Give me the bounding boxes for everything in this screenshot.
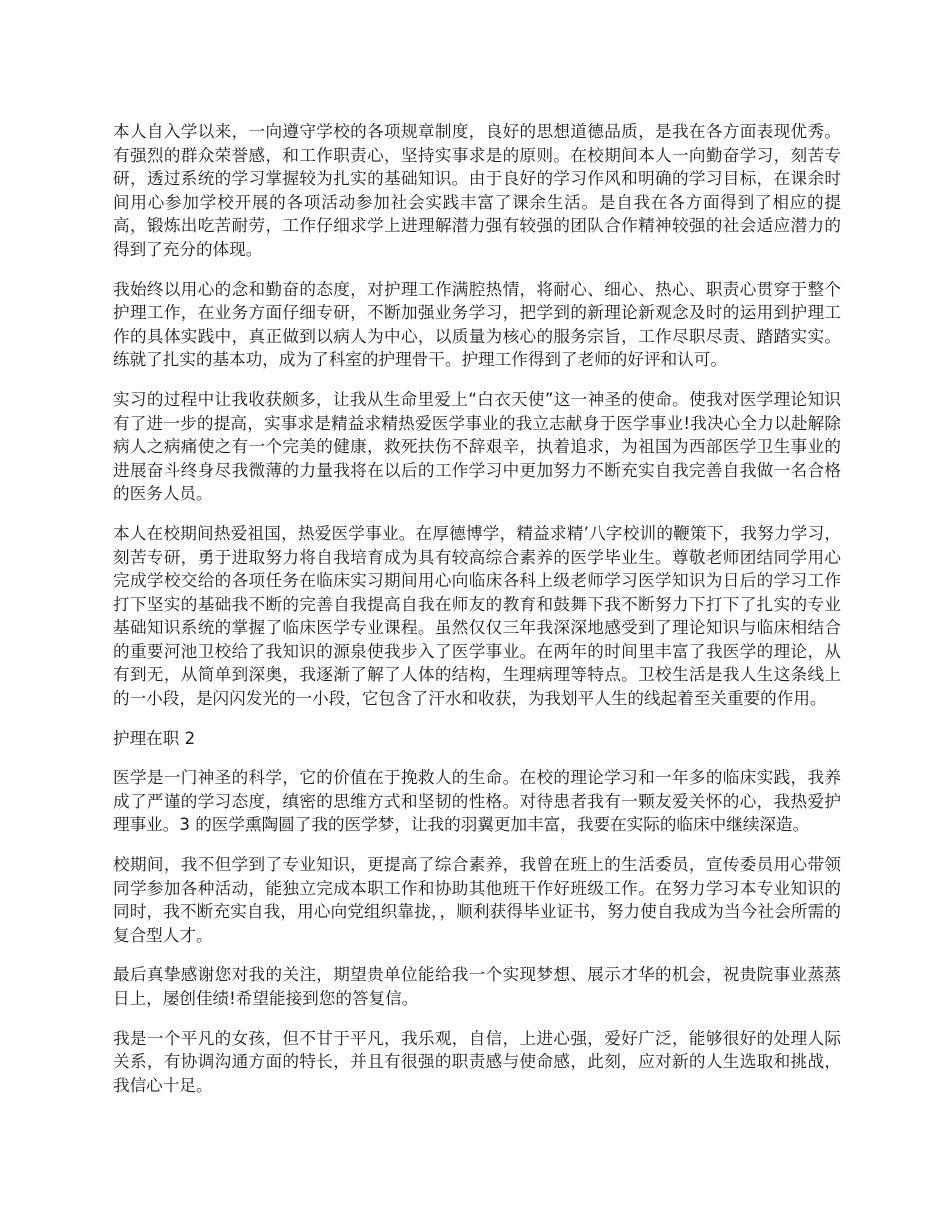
paragraph-personality: 我是一个平凡的女孩，但不甘于平凡，我乐观，自信，上进心强，爱好广泛，能够很好的处理人际关系，有协调沟通方面的特长，并且有很强的职责感与使命感，此刻，应对新的人生选取和挑战，我信心十足。 [113,1028,841,1095]
paragraph-closing-thanks: 最后真挚感谢您对我的关注，期望贵单位能给我一个实现梦想、展示才华的机会，祝贵院事业蒸蒸日上，屡创佳绩!希望能接到您的答复信。 [113,965,841,1008]
section-heading: 护理在职 2 [113,728,196,748]
paragraph-internship: 实习的过程中让我收获颇多，让我从生命里爱上“白衣天使”这一神圣的使命。使我对医学理论知识有了进一步的提高，实事求是精益求精热爱医学事业的我立志献身于医学事业!我决心全力以赴解除病人之病痛使之有一个完美的健康，救死扶伤不辞艰辛，执着追求，为祖国为西部医学卫生事业的进展奋斗终身尽我微薄的力量我将在以后的工作学习中更加努力不断充实自我完善自我做一名合格的医务人员。 [113,389,841,504]
paragraph-school-activities: 校期间，我不但学到了专业知识，更提高了综合素养，我曾在班上的生活委员，宣传委员用心带领同学参加各种活动，能独立完成本职工作和协助其他班干作好班级工作。在努力学习本专业知识的同时，我不断充实自我，用心向党组织靠拢，，顺利获得毕业证书，努力使自我成为当今社会所需的复合型人才。 [113,855,841,945]
paragraph-medicine-calling: 医学是一门神圣的科学，它的价值在于挽救人的生命。在校的理论学习和一年多的临床实践，我养成了严谨的学习态度，缜密的思维方式和坚韧的性格。对待患者我有一颗友爱关怀的心，我热爱护理事业。3 的医学熏陶圆了我的医学梦，让我的羽翼更加丰富，我要在实际的临床中继续深造。 [113,768,841,835]
paragraph-school-period: 本人在校期间热爱祖国，热爱医学事业。在厚德博学，精益求精’八字校训的鞭策下，我努力学习，刻苦专研，勇于进取努力将自我培育成为具有较高综合素养的医学毕业生。尊敬老师团结同学用心完成学校交给的各项任务在临床实习期间用心向临床各科上级老师学习医学知识为日后的学习工作打下坚实的基础我不断的完善自我提高自我在师友的教育和鼓舞下我不断努力下打下了扎实的专业基础知识系统的掌握了临床医学专业课程。虽然仅仅三年我深深地感受到了理论知识与临床相结合的重要河池卫校给了我知识的源泉使我步入了医学事业。在两年的时间里丰富了我医学的理论，从有到无，从简单到深奥，我逐渐了解了人体的结构，生理病理等特点。卫校生活是我人生这条线上的一小段，是闪闪发光的一小段，它包含了汗水和收获，为我划平人生的线起着至关重要的作用。 [113,523,841,709]
document-body [113,120,841,1113]
paragraph-nursing-attitude: 我始终以用心的念和勤奋的态度，对护理工作满腔热情，将耐心、细心、热心、职责心贯穿于整个护理工作，在业务方面仔细专研，不断加强业务学习，把学到的新理论新观念及时的运用到护理工作的具体实践中，真正做到以病人为中心，以质量为核心的服务宗旨，工作尽职尽责、踏踏实实。练就了扎实的基本功，成为了科室的护理骨干。护理工作得到了老师的好评和认可。 [113,279,841,370]
paragraph-self-evaluation: 本人自入学以来，一向遵守学校的各项规章制度，良好的思想道德品质，是我在各方面表现优秀。有强烈的群众荣誉感，和工作职责心，坚持实事求是的原则。在校期间本人一向勤奋学习，刻苦专研，透过系统的学习掌握较为扎实的基础知识。由于良好的学习作风和明确的学习目标，在课余时间用心参加学校开展的各项活动参加社会实践丰富了课余生活。是自我在各方面得到了相应的提高，锻炼出吃苦耐劳，工作仔细求学上进理解潜力强有较强的团队合作精神较强的社会适应潜力的得到了充分的体现。 [113,122,841,259]
